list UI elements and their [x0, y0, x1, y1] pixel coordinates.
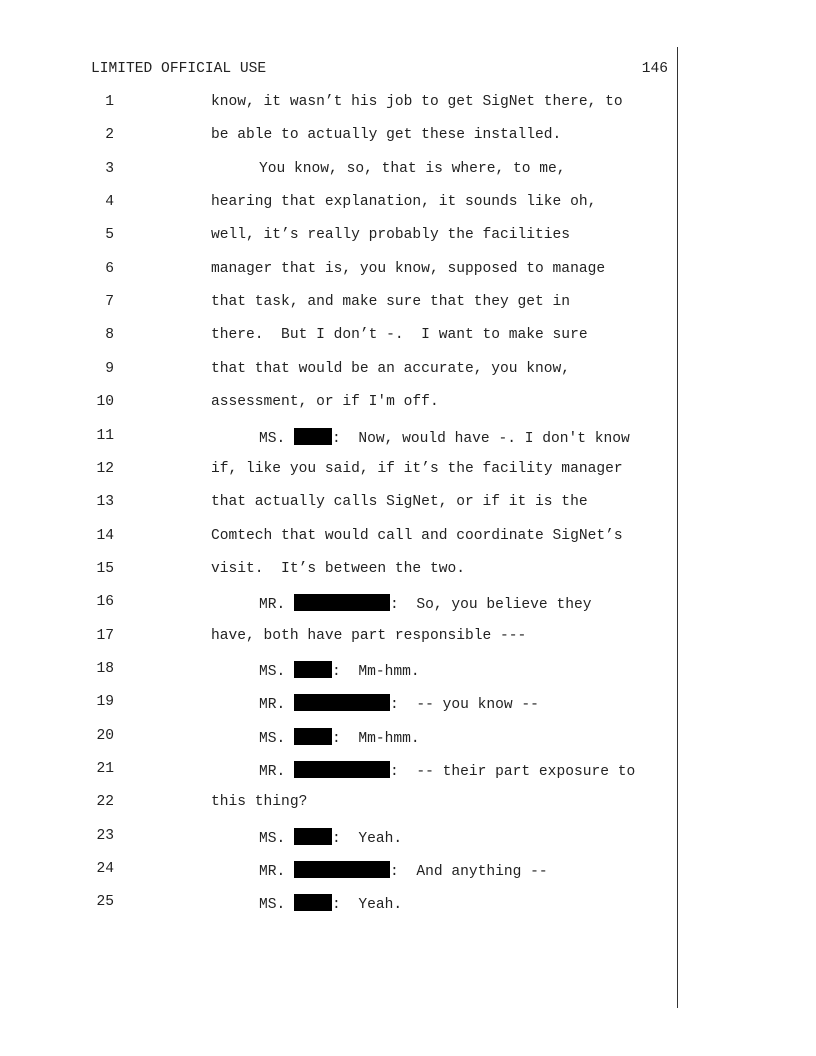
line-text: hearing that explanation, it sounds like oh,: [211, 194, 597, 211]
line-text: You know, so, that is where, to me,: [259, 160, 566, 177]
line-text: visit. It’s between the two.: [211, 560, 465, 577]
speaker-label: MR.: [259, 764, 286, 780]
line-text: if, like you said, if it’s the facility manager: [211, 460, 623, 477]
line-number: 5: [105, 227, 114, 244]
redaction-box: [294, 728, 332, 745]
line-number: 7: [105, 294, 114, 311]
speaker-label: MS.: [259, 663, 286, 680]
speech-text: : Yeah.: [332, 897, 403, 914]
transcript-line: [0, 894, 816, 914]
transcript-line: [0, 428, 816, 448]
transcript-line: [0, 661, 816, 681]
line-number: 23: [96, 827, 114, 844]
line-number: 11: [96, 427, 114, 444]
transcript-line: [0, 628, 816, 648]
line-number: 18: [96, 660, 114, 677]
line-number: 10: [96, 394, 114, 411]
line-text: [259, 761, 635, 780]
line-text: [259, 594, 591, 613]
speaker-label: MR.: [259, 697, 286, 714]
line-number: 19: [96, 694, 114, 711]
transcript-line: [0, 694, 816, 714]
line-number: 1: [105, 94, 114, 110]
line-number: 20: [96, 727, 114, 744]
transcript-line: [0, 761, 816, 781]
transcript-line: [0, 461, 816, 481]
transcript-line: [0, 828, 816, 848]
redaction-box: [294, 828, 332, 845]
line-number: 13: [96, 494, 114, 511]
line-text: well, it’s really probably the facilities: [211, 227, 571, 244]
speech-text: : -- their part exposure to: [390, 764, 636, 780]
transcript-line: [0, 494, 816, 514]
transcript-line: [0, 194, 816, 214]
transcript-line: [0, 394, 816, 414]
transcript-line: [0, 94, 816, 114]
speech-text: : Mm-hmm.: [332, 730, 420, 747]
redaction-box: [294, 594, 390, 611]
transcript-line: [0, 361, 816, 381]
line-number: 9: [105, 360, 114, 377]
line-text: [259, 828, 402, 847]
transcript-line: [0, 794, 816, 814]
redaction-box: [294, 428, 332, 445]
line-text: [259, 428, 630, 447]
line-text: that actually calls SigNet, or if it is the: [211, 494, 588, 511]
redaction-box: [294, 761, 390, 778]
line-number: 21: [96, 761, 114, 777]
classification-header: LIMITED OFFICIAL USE: [91, 61, 267, 77]
speech-text: : And anything --: [390, 864, 548, 881]
line-number: 2: [105, 127, 114, 144]
line-text: [259, 894, 402, 913]
line-text: there. But I don’t -. I want to make sure: [211, 327, 588, 344]
transcript-line: [0, 161, 816, 181]
line-text: [259, 661, 420, 680]
line-text: [259, 694, 539, 713]
transcript-line: [0, 728, 816, 748]
transcript-line: [0, 227, 816, 247]
speaker-label: MS.: [259, 897, 286, 914]
transcript-line: [0, 594, 816, 614]
line-number: 3: [105, 160, 114, 177]
speaker-label: MR.: [259, 597, 286, 614]
redaction-box: [294, 894, 332, 911]
line-text: that task, and make sure that they get in: [211, 294, 571, 311]
speaker-label: MS.: [259, 830, 286, 847]
redaction-box: [294, 661, 332, 678]
redaction-box: [294, 694, 390, 711]
speech-text: : So, you believe they: [390, 597, 592, 614]
line-text: [259, 728, 420, 747]
line-text: be able to actually get these installed.: [211, 127, 562, 144]
speech-text: : Now, would have -. I don't know: [332, 430, 630, 447]
transcript-line: [0, 861, 816, 881]
speech-text: : -- you know --: [390, 697, 539, 714]
line-number: 6: [105, 260, 114, 277]
line-text: [259, 861, 548, 880]
line-text: that that would be an accurate, you know,: [211, 360, 571, 377]
speaker-label: MS.: [259, 730, 286, 747]
line-number: 16: [96, 594, 114, 611]
line-text: manager that is, you know, supposed to manage: [211, 260, 606, 277]
line-number: 24: [96, 861, 114, 878]
line-number: 4: [105, 194, 114, 211]
speaker-label: MS.: [259, 430, 286, 447]
line-text: Comtech that would call and coordinate SigNet’s: [211, 527, 623, 544]
redaction-box: [294, 861, 390, 878]
line-number: 15: [96, 560, 114, 577]
line-text: know, it wasn’t his job to get SigNet there, to: [211, 94, 623, 110]
line-number: 25: [96, 894, 114, 911]
transcript-line: [0, 528, 816, 548]
speech-text: : Yeah.: [332, 830, 403, 847]
line-number: 22: [96, 794, 114, 811]
line-number: 17: [96, 627, 114, 644]
line-text: this thing?: [211, 794, 308, 811]
page-number: 146: [641, 61, 668, 77]
line-number: 8: [105, 327, 114, 344]
line-text: have, both have part responsible ---: [211, 627, 527, 644]
transcript-line: [0, 294, 816, 314]
speaker-label: MR.: [259, 864, 286, 881]
transcript-line: [0, 561, 816, 581]
transcript-line: [0, 327, 816, 347]
line-text: assessment, or if I'm off.: [211, 394, 439, 411]
line-number: 12: [96, 460, 114, 477]
speech-text: : Mm-hmm.: [332, 663, 420, 680]
transcript-line: [0, 127, 816, 147]
line-number: 14: [96, 527, 114, 544]
transcript-line: [0, 261, 816, 281]
